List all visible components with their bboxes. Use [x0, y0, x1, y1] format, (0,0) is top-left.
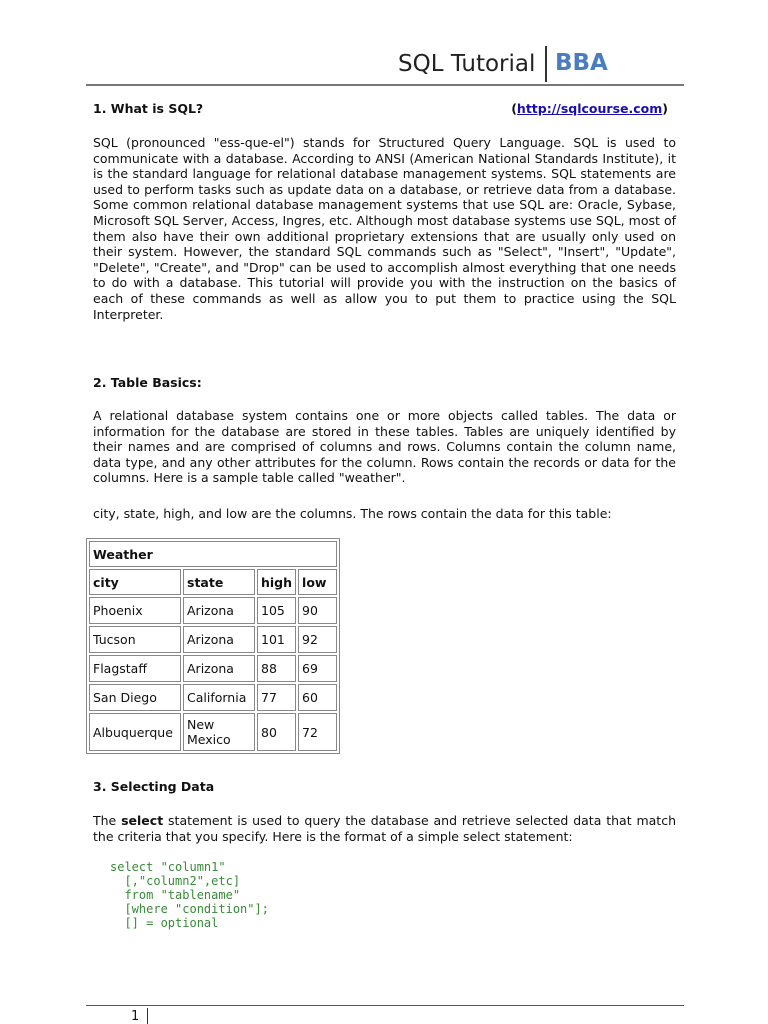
- cell-state: Arizona: [183, 626, 255, 653]
- intro-text-before: The: [93, 813, 122, 828]
- footer-divider: [147, 1008, 148, 1024]
- table-row: [89, 684, 337, 711]
- header-divider: [545, 46, 547, 82]
- table-caption: Weather: [89, 541, 337, 567]
- table-row: [89, 713, 337, 751]
- link-open-paren: (: [511, 101, 517, 116]
- weather-table: [86, 538, 340, 754]
- section-3-intro: [93, 813, 676, 844]
- section-1-paragraph: SQL (pronounced "ess-que-el") stands for Structured Query Language. SQL is used to communicate with a database. According to ANSI (American National Standards Institute), it is the standard language for relational database management systems. SQL statements are used to perform tasks such as update data on a database, or retrieve data from a database. Some common relational database management systems that use SQL are: Oracle, Sybase, Microsoft SQL Server, Access, Ingres, etc. Although most database systems use SQL, most of them also have their own additional proprietary extensions that are usually only used on their system. However, the standard SQL commands such as "Select", "Insert", "Update", "Delete", "Create", and "Drop" can be used to accomplish almost everything that one needs to do with a database. This tutorial will provide you with the instruction on the basics of each of these commands as well as allow you to put them to practice using the SQL Interpreter.: [93, 135, 676, 322]
- cell-high: 77: [257, 684, 296, 711]
- cell-high: 101: [257, 626, 296, 653]
- cell-low: 92: [298, 626, 337, 653]
- table-row: [89, 626, 337, 653]
- cell-city: Phoenix: [89, 597, 181, 624]
- table-header-row: [89, 569, 337, 595]
- columns-note: city, state, high, and low are the columns. The rows contain the data for this table:: [93, 506, 612, 521]
- cell-state: California: [183, 684, 255, 711]
- section-3-heading: 3. Selecting Data: [93, 779, 215, 794]
- link-close-paren: ): [662, 101, 668, 116]
- select-syntax-code: select "column1" [,"column2",etc] from "tablename" [where "condition"]; [] = optional: [110, 860, 269, 930]
- cell-high: 88: [257, 655, 296, 682]
- column-header-state: state: [183, 569, 255, 595]
- cell-state: Arizona: [183, 655, 255, 682]
- header-brand: BBA: [555, 50, 608, 76]
- section-1-heading: 1. What is SQL?: [93, 101, 204, 116]
- source-link-wrapper: [511, 101, 668, 116]
- header-rule: [86, 84, 684, 86]
- column-header-low: low: [298, 569, 337, 595]
- section-2-paragraph: A relational database system contains one or more objects called tables. The data or information for the database are stored in these tables. Tables are uniquely identified by their names and are comprised of columns and rows. Columns contain the column name, data type, and any other attributes for the column. Rows contain the records or data for the columns. Here is a sample table called "weather".: [93, 408, 676, 486]
- cell-low: 60: [298, 684, 337, 711]
- table-row: [89, 655, 337, 682]
- page-number: 1: [131, 1009, 140, 1024]
- section-2-heading: 2. Table Basics:: [93, 375, 202, 390]
- column-header-city: city: [89, 569, 181, 595]
- cell-high: 105: [257, 597, 296, 624]
- cell-low: 69: [298, 655, 337, 682]
- cell-city: Tucson: [89, 626, 181, 653]
- select-keyword: select: [121, 813, 164, 828]
- intro-text-after: statement is used to query the database and retrieve selected data that match the criteria that you specify. Here is the format of a simple select statement:: [93, 813, 676, 844]
- cell-low: 72: [298, 713, 337, 751]
- cell-low: 90: [298, 597, 337, 624]
- cell-state: New Mexico: [183, 713, 255, 751]
- source-link[interactable]: http://sqlcourse.com: [516, 101, 663, 116]
- cell-city: San Diego: [89, 684, 181, 711]
- header-title: SQL Tutorial: [398, 51, 536, 77]
- cell-city: Flagstaff: [89, 655, 181, 682]
- cell-high: 80: [257, 713, 296, 751]
- table-row: [89, 597, 337, 624]
- footer-rule: [86, 1005, 684, 1006]
- column-header-high: high: [257, 569, 296, 595]
- cell-city: Albuquerque: [89, 713, 181, 751]
- page-header: [0, 44, 768, 84]
- cell-state: Arizona: [183, 597, 255, 624]
